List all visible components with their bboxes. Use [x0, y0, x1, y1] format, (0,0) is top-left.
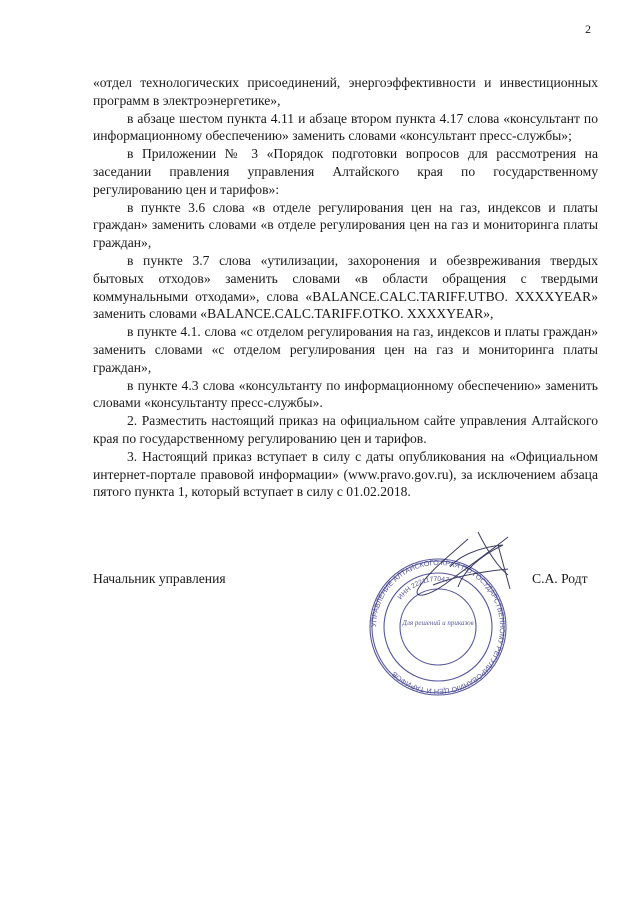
paragraph-4: в пункте 3.6 слова «в отделе регулирования цен на газ, индексов и платы граждан» заменить словами «в отделе регулирования цен на газ и мониторинга платы граждан», [93, 199, 598, 251]
paragraph-8: 2. Разместить настоящий приказ на официальном сайте управления Алтайского края по государственному регулированию цен и тарифов. [93, 413, 598, 446]
official-stamp [358, 527, 518, 697]
paragraph-5: в пункте 3.7 слова «утилизации, захоронения и обезвреживания твердых бытовых отходов» заменить словами «в области обращения с твердыми коммунальными отходами», слова «BALANCE.CALC.TARIFF.UTBO. XXXXYEAR» заменить словами «BALANCE.CALC.TARIFF.OTKO. XXXXYEAR», [93, 252, 598, 322]
paragraph-3: в Приложении № 3 «Порядок подготовки вопросов для рассмотрения на заседании правления управления Алтайского края по государственному регулированию цен и тарифов»: [93, 146, 598, 197]
paragraph-2: в абзаце шестом пункта 4.11 и абзаце втором пункта 4.17 слова «консультант по информационному обеспечению» заменить словами «консультант пресс-службы»; [93, 110, 598, 144]
stamp-inn-text: ИНН 2221177047 [396, 575, 450, 602]
signatory-name: С.А. Родт [532, 571, 588, 586]
paragraph-6: в пункте 4.1. слова «с отделом регулирования на газ, индексов и платы граждан» заменить словами «с отделом регулирования цен на газ и мониторинга платы граждан», [93, 324, 598, 375]
paragraph-7: в пункте 4.3 слова «консультанту по информационному обеспечению» заменить словами «консультанту пресс-службы». [93, 377, 598, 411]
signatory-title: Начальник управления [93, 571, 226, 586]
paragraph-9: 3. Настоящий приказ вступает в силу с даты опубликования на «Официальном интернет-портале правовой информации» (www.pravo.gov.ru), за исключением абзаца пятого пункта 1, который вступает в силу с 01.02.2018. [93, 448, 598, 500]
page-number: 2 [585, 22, 591, 36]
paragraph-1: «отдел технологических присоединений, энергоэффективности и инвестиционных программ в электроэнергетике», [93, 75, 598, 108]
stamp-inner-ring [400, 589, 476, 665]
document-body [93, 74, 598, 501]
stamp-outer-text: УПРАВЛЕНИЕ АЛТАЙСКОГО КРАЯ ПО ГОСУДАРСТВЕННОМУ РЕГУЛИРОВАНИЮ ЦЕН И ТАРИФОВ [368, 557, 508, 697]
stamp-center-text: Для решений и приказов [402, 619, 474, 627]
